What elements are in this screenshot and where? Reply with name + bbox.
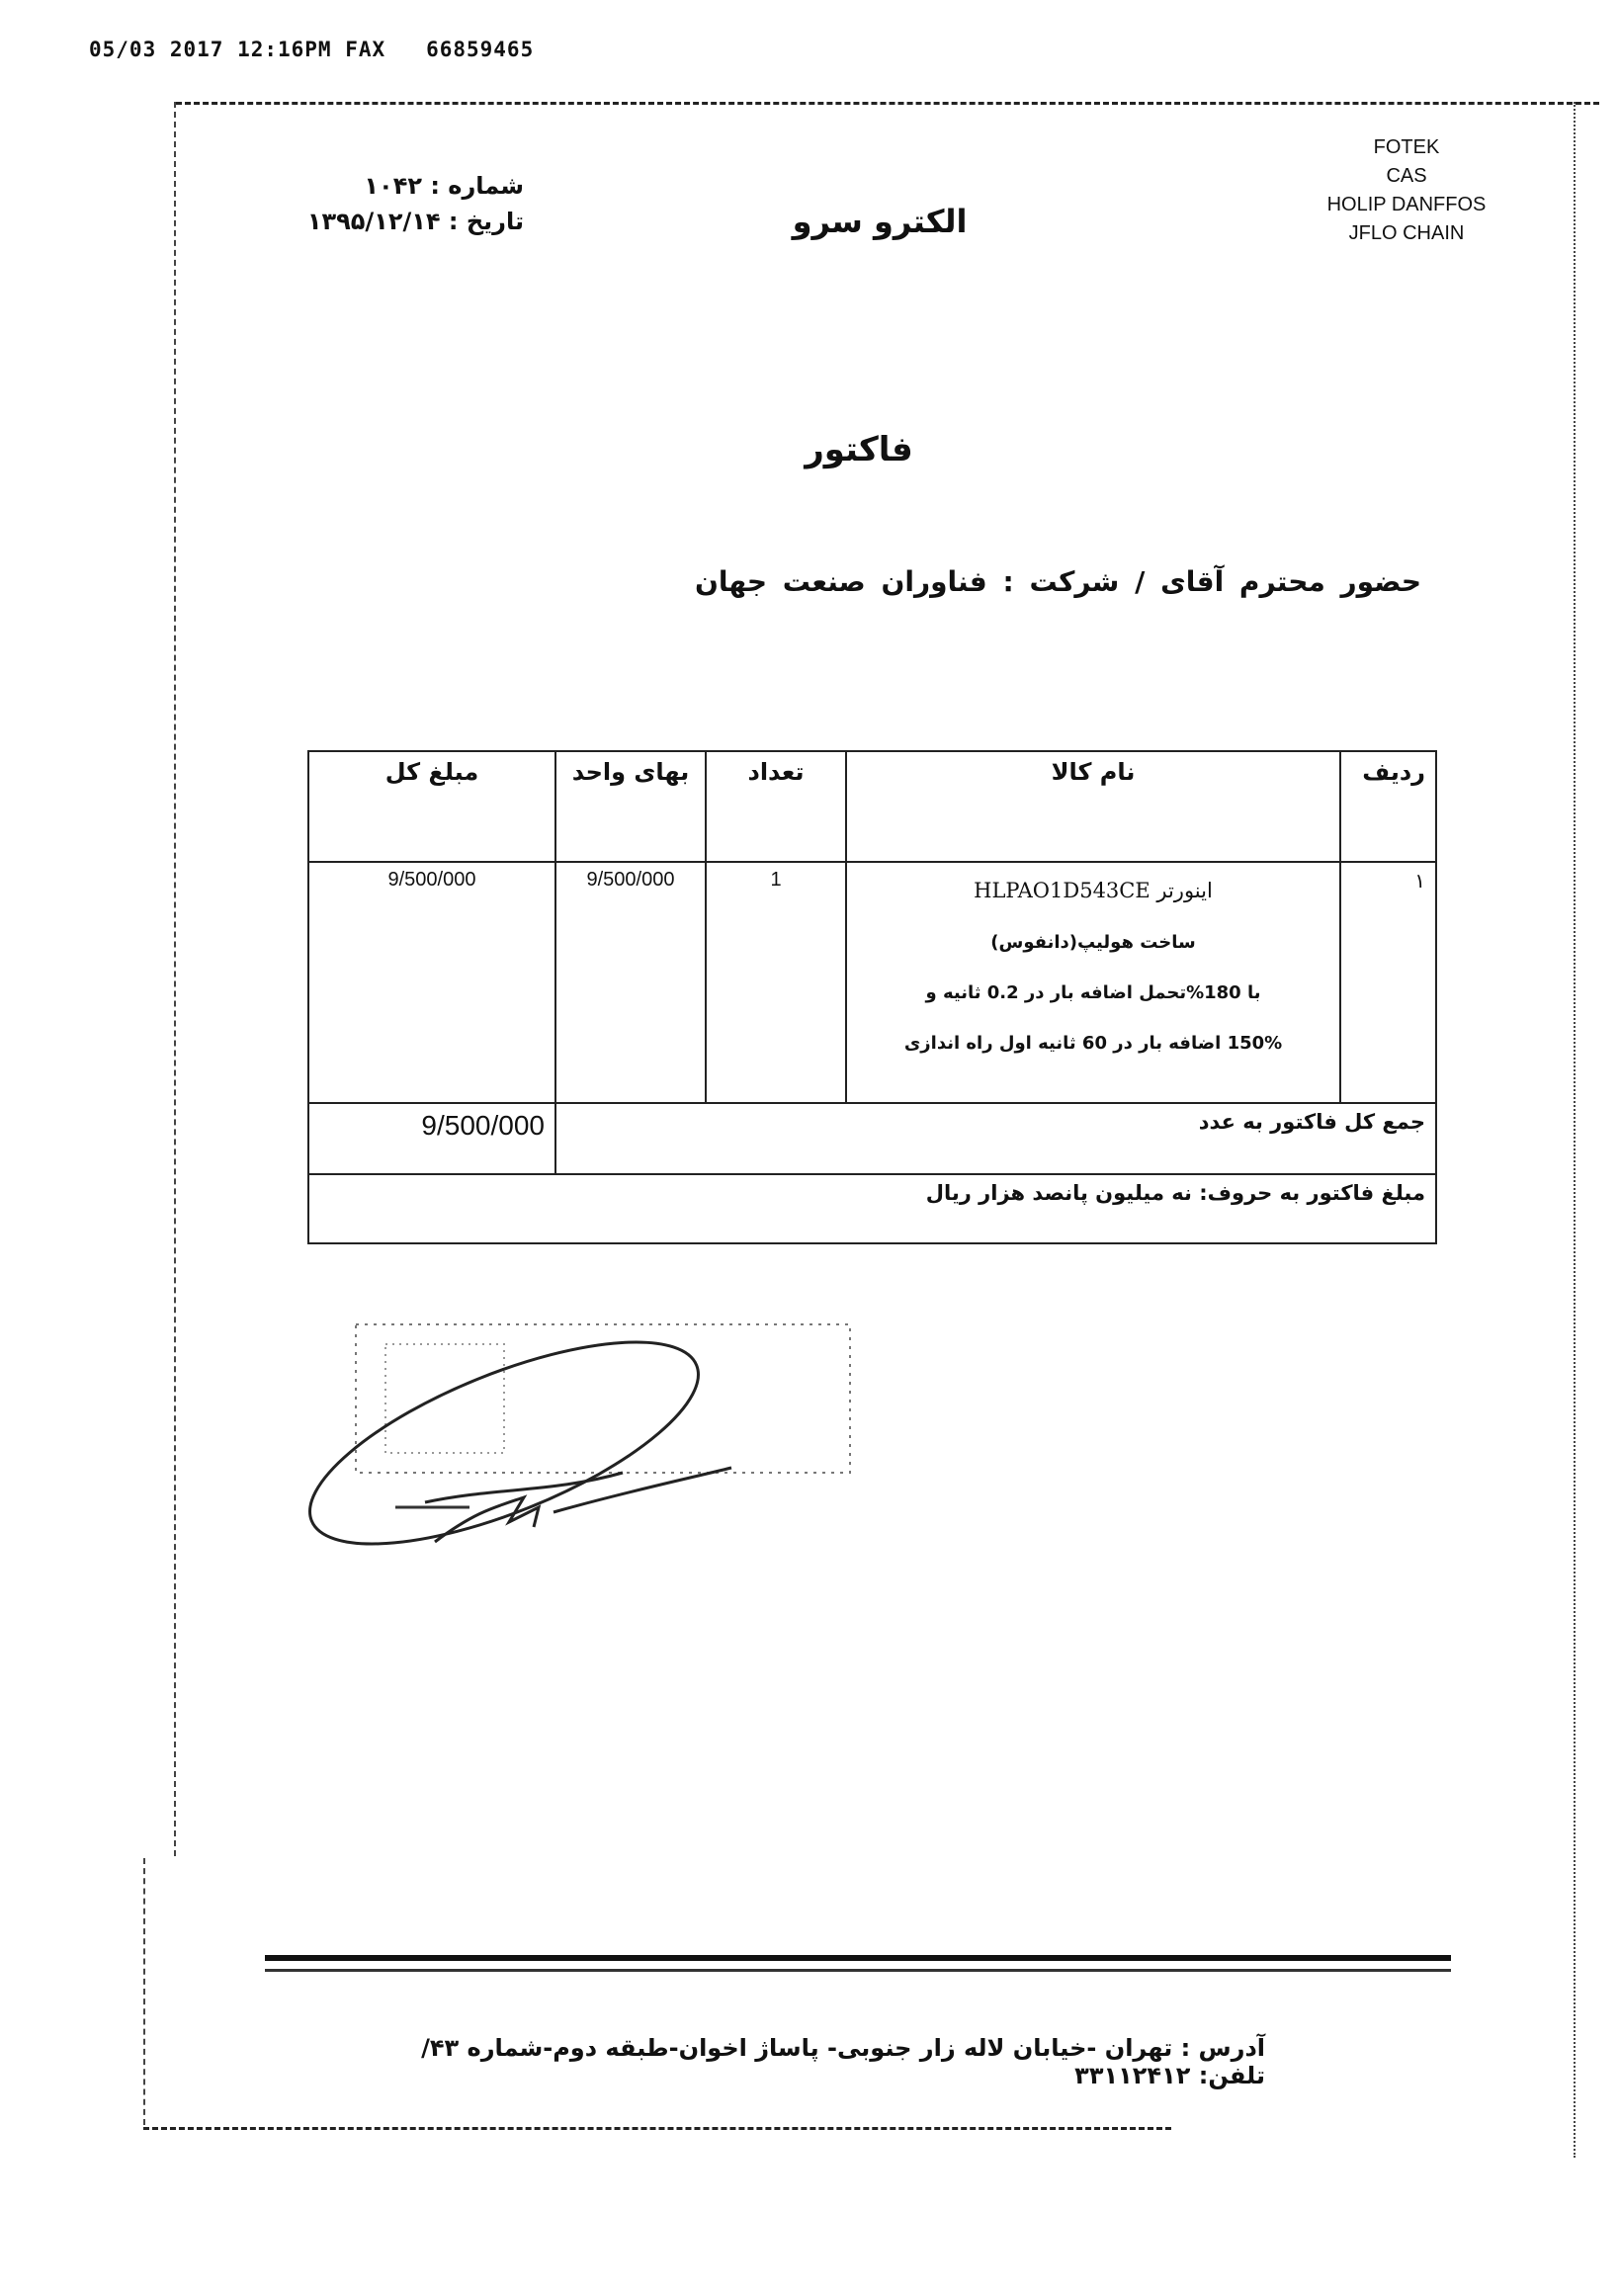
sum-label: جمع کل فاکتور به عدد xyxy=(555,1103,1436,1174)
table-row xyxy=(308,862,1436,1103)
amount-in-words-row xyxy=(308,1174,1436,1243)
document-title: فاکتور xyxy=(805,430,913,469)
header-row-number: ردیف xyxy=(1340,751,1436,862)
invoice-date: تاریخ : ۱۳۹۵/۱۲/۱۴ xyxy=(306,208,524,235)
invoice-meta xyxy=(227,168,524,239)
company-address: آدرس : تهران -خیابان لاله زار جنوبی- پاساژ اخوان-طبقه دوم-شماره ۴۳/تلفن: ۳۳۱۱۲۴۱۲ xyxy=(421,2034,1265,2089)
recipient-line: حضور محترم آقای / شرکت : فناوران صنعت جهان xyxy=(694,565,1421,598)
cell-quantity: 1 xyxy=(706,862,846,1103)
invoice-number: شماره : ۱۰۴۲ xyxy=(364,172,524,200)
frame-left-border-lower xyxy=(143,1858,145,2125)
stamp-and-signature xyxy=(297,1305,870,1562)
cell-row-number: ۱ xyxy=(1340,862,1436,1103)
cell-total: 9/500/000 xyxy=(308,862,555,1103)
brand-item: FOTEK xyxy=(1373,136,1440,158)
brand-list xyxy=(1293,133,1520,248)
signature-icon xyxy=(297,1305,870,1562)
item-description-line: اینورتر HLPAO1D543CE xyxy=(974,879,1213,902)
amount-in-words: مبلغ فاکتور به حروف: نه میلیون پانصد هزار ریال xyxy=(308,1174,1436,1243)
frame-right-border xyxy=(1574,102,1576,2158)
brand-item: CAS xyxy=(1386,165,1427,187)
item-description-line: ساخت هولیپ(دانفوس) xyxy=(990,932,1196,953)
brand-item: HOLIP DANFFOS xyxy=(1326,194,1487,215)
footer-divider xyxy=(265,1969,1451,1972)
item-description-line: 150% اضافه بار در 60 ثانیه اول راه اندازی xyxy=(903,1033,1283,1054)
sum-row xyxy=(308,1103,1436,1174)
table-header-row xyxy=(308,751,1436,862)
cell-unit-price: 9/500/000 xyxy=(555,862,706,1103)
header-total: مبلغ کل xyxy=(308,751,555,862)
footer-divider xyxy=(265,1955,1451,1961)
invoice-table xyxy=(307,750,1437,1244)
cell-item-description xyxy=(846,862,1340,1103)
header-unit-price: بهای واحد xyxy=(555,751,706,862)
item-description-line: با 180%تحمل اضافه بار در 0.2 ثانیه و xyxy=(925,982,1261,1003)
brand-item: JFLO CHAIN xyxy=(1348,222,1465,244)
frame-bottom-border xyxy=(143,2127,1171,2130)
company-name: الکترو سرو xyxy=(792,203,968,240)
frame-top-border xyxy=(176,102,1599,105)
fax-header: 05/03 2017 12:16PM FAX 66859465 xyxy=(89,38,535,61)
sum-value: 9/500/000 xyxy=(308,1103,555,1174)
header-quantity: تعداد xyxy=(706,751,846,862)
header-item-name: نام کالا xyxy=(846,751,1340,862)
frame-left-border xyxy=(174,102,176,1856)
